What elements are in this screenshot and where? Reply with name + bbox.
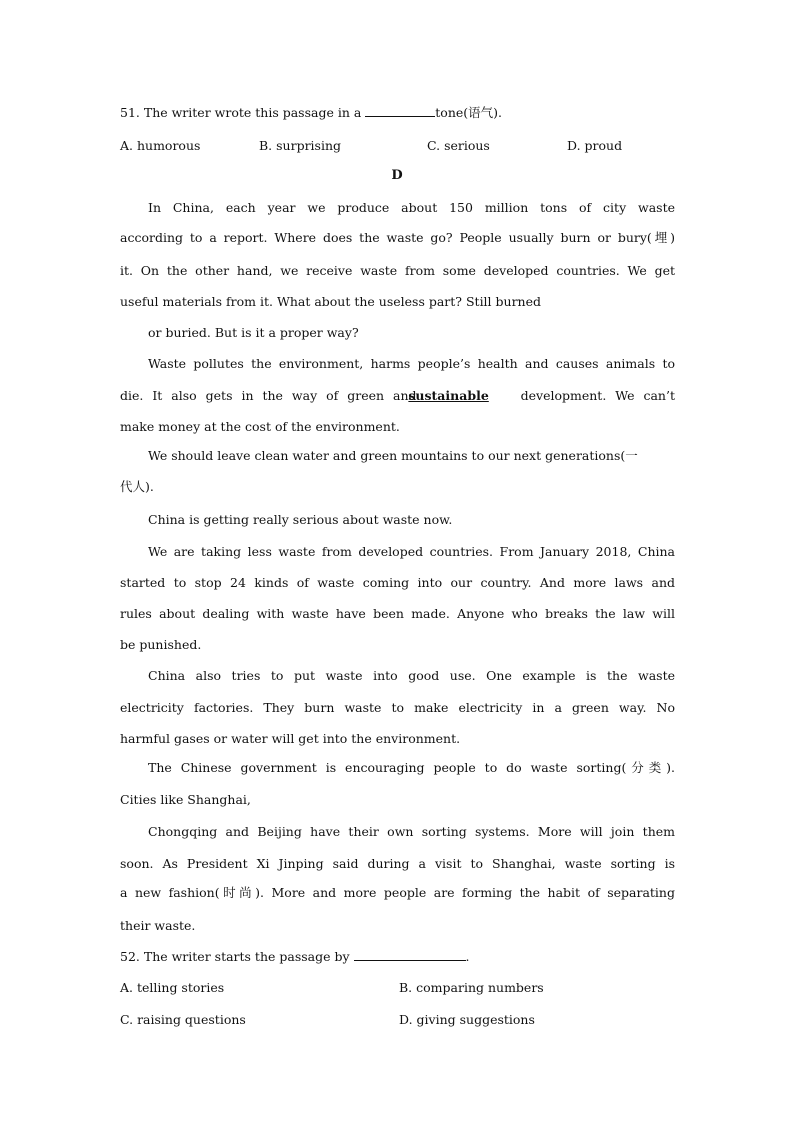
passage-line: their waste. [120,918,196,933]
passage-line: We are taking less waste from developed countries. From January 2018, China [148,544,675,559]
passage-segment: development. We can’t [520,388,675,403]
q51-blank [365,104,435,117]
q51-option-a: A. humorous [120,138,201,153]
q51-stem-before: 51. The writer wrote this passage in a [120,105,366,120]
passage-line: electricity factories. They burn waste to make electricity in a green way. No [120,700,675,715]
passage-line: a new fashion(时尚). More and more people are forming the habit of separating [120,885,675,900]
q52-stem [120,948,675,966]
q51-option-d: D. proud [567,138,623,153]
q52-option-a: A. telling stories [120,980,225,995]
passage-line: In China, each year we produce about 150 million tons of city waste [148,200,675,215]
passage-line: make money at the cost of the environment. [120,419,400,434]
passage-line-sustainable [120,387,675,405]
section-label: D [391,168,403,183]
keyword-sustainable [408,387,488,405]
q52-stem-after: . [465,949,470,964]
passage-line: Waste pollutes the environment, harms people’s health and causes animals to [148,356,675,371]
passage-line: be punished. [120,637,202,652]
passage-line: Cities like Shanghai, [120,792,251,807]
passage-line: China is getting really serious about waste now. [148,512,453,527]
passage-line: soon. As President Xi Jinping said during a visit to Shanghai, waste sorting is [120,856,675,871]
q52-option-d: D. giving suggestions [399,1012,535,1027]
passage-line: 代人). [120,479,154,494]
q52-option-b: B. comparing numbers [399,980,544,995]
passage-line: rules about dealing with waste have been made. Anyone who breaks the law will [120,606,675,621]
keyword-text: sustainable [408,388,489,403]
passage-line: harmful gases or water will get into the environment. [120,731,461,746]
passage-line: We should leave clean water and green mountains to our next generations(一 [148,448,638,463]
q51-option-c: C. serious [427,138,490,153]
passage-line: or buried. But is it a proper way? [148,325,359,340]
passage-segment: die. It also gets in the way of green and [120,388,417,403]
q52-stem-before: 52. The writer starts the passage by [120,949,354,964]
passage-line: according to a report. Where does the waste go? People usually burn or bury(埋) [120,230,675,245]
q51-stem-after: tone(语气). [435,105,502,120]
passage-line: it. On the other hand, we receive waste from some developed countries. We get [120,263,675,278]
passage-line: The Chinese government is encouraging people to do waste sorting(分类). [148,760,675,775]
q51-option-b: B. surprising [259,138,342,153]
q51-stem [120,104,675,122]
passage-line: Chongqing and Beijing have their own sorting systems. More will join them [148,824,675,839]
passage-line: started to stop 24 kinds of waste coming into our country. And more laws and [120,575,675,590]
passage-line: China also tries to put waste into good use. One example is the waste [148,668,675,683]
passage-line: useful materials from it. What about the useless part? Still burned [120,294,542,309]
q52-option-c: C. raising questions [120,1012,246,1027]
q52-blank [354,948,466,961]
